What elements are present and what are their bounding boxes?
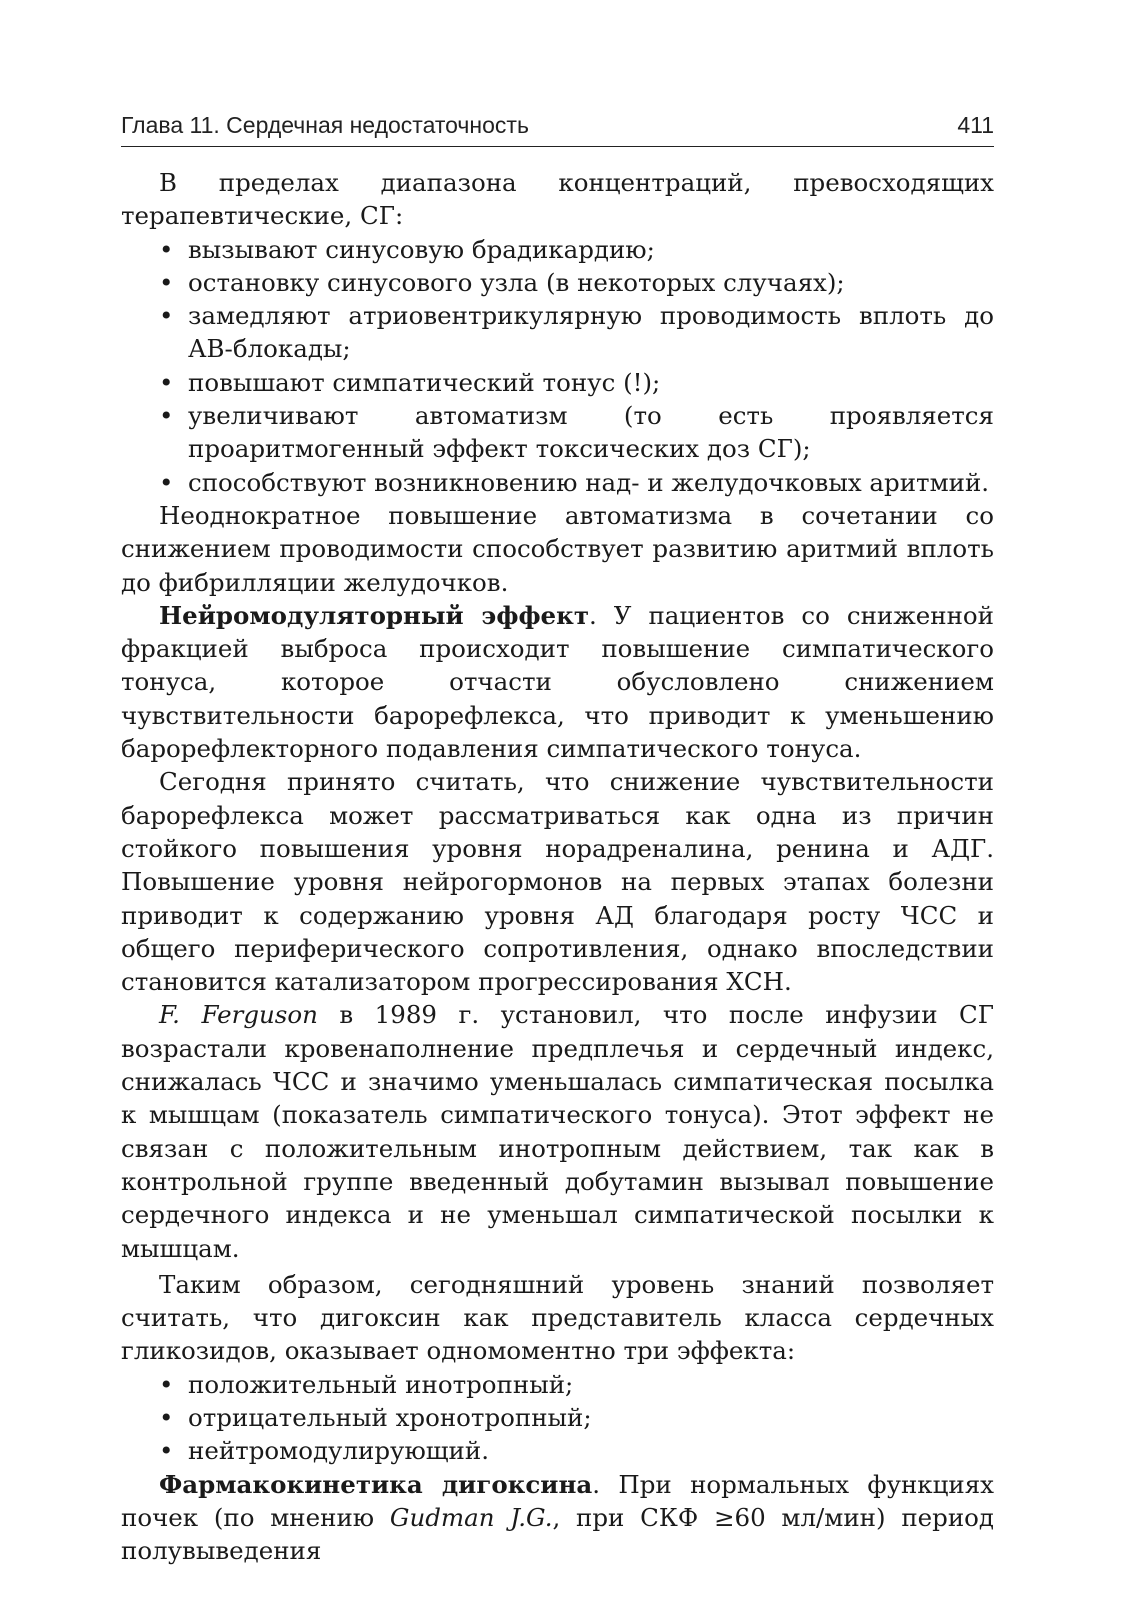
neuromodulatory-text: . У пациентов со сниженной фракцией выброса происходит повышение симпатического тонуса, которое отчасти обусловлено снижением чувствительности барорефлекса, что приводит к уменьшению барорефлекторного подавления симпатического тонуса. (121, 600, 995, 764)
list-item: • нейтромодулирующий. (121, 1434, 994, 1467)
list-item: • увеличивают автоматизм (то есть проявляется проаритмогенный эффект токсических доз СГ); (121, 399, 994, 466)
intro-paragraph: В пределах диапазона концентраций, превосходящих терапевтические, СГ: (121, 168, 994, 231)
list-item: • вызывают синусовую брадикардию; (121, 233, 994, 266)
list-item: • повышают симпатический тонус (!); (121, 366, 994, 399)
chapter-title: Глава 11. Сердечная недостаточность (121, 112, 529, 138)
page-body (121, 166, 994, 1567)
ferguson-paragraph (121, 998, 994, 1264)
running-header (121, 110, 994, 147)
neuromodulatory-paragraph (121, 599, 994, 765)
pharmacokinetics-text-end: , при СКФ ≥60 мл/мин) период полувыведения (121, 1502, 994, 1566)
effects-list (121, 233, 994, 499)
list-item: • замедляют атриовентрикулярную проводимость вплоть до АВ-блокады; (121, 299, 994, 366)
list-item: • положительный инотропный; (121, 1368, 994, 1401)
baroreflex-paragraph: Сегодня принято считать, что снижение чувствительности барорефлекса может рассматриваться как одна из причин стойкого повышения уровня норадреналина, ренина и АДГ. Повышение уровня нейрогормонов на первых этапах болезни приводит к содержанию уровня АД благодаря росту ЧСС и общего периферического сопротивления, однако впоследствии становится катализатором прогрессирования ХСН. (121, 767, 994, 997)
pharmacokinetics-text: . При нормальных функциях почек (по мнению (121, 1469, 994, 1532)
list-item: • отрицательный хронотропный; (121, 1401, 994, 1434)
list-item: • остановку синусового узла (в некоторых случаях); (121, 266, 994, 299)
gudman-author: Gudman J.G. (389, 1502, 553, 1532)
ferguson-author: F. Ferguson (159, 1000, 318, 1030)
neuromodulatory-heading: Нейромодуляторный эффект (159, 600, 590, 630)
pharmacokinetics-paragraph (121, 1468, 994, 1568)
arrhythmia-paragraph: Неоднократное повышение автоматизма в сочетании со снижением проводимости способствует развитию аритмий вплоть до фибрилляции желудочков. (121, 500, 994, 597)
ferguson-text: в 1989 г. установил, что после инфузии СГ возрастали кровенаполнение предплечья и сердечный индекс, снижалась ЧСС и значимо уменьшалась симпатическая посылка к мышцам (показатель симпатического тонуса). Этот эффект не связан с положительным инотропным действием, так как в контрольной группе введенный добутамин вызывал повышение сердечного индекса и не уменьшал симпатической посылки к мышцам. (121, 1000, 994, 1263)
page-number: 411 (957, 112, 994, 138)
summary-paragraph: Таким образом, сегодняшний уровень знаний позволяет считать, что дигоксин как представитель класса сердечных гликозидов, оказывает одномоментно три эффекта: (121, 1269, 994, 1366)
list-item: • способствуют возникновению над- и желудочковых аритмий. (121, 466, 994, 499)
pharmacokinetics-heading: Фармакокинетика дигоксина (159, 1469, 593, 1499)
three-effects-list (121, 1368, 994, 1468)
